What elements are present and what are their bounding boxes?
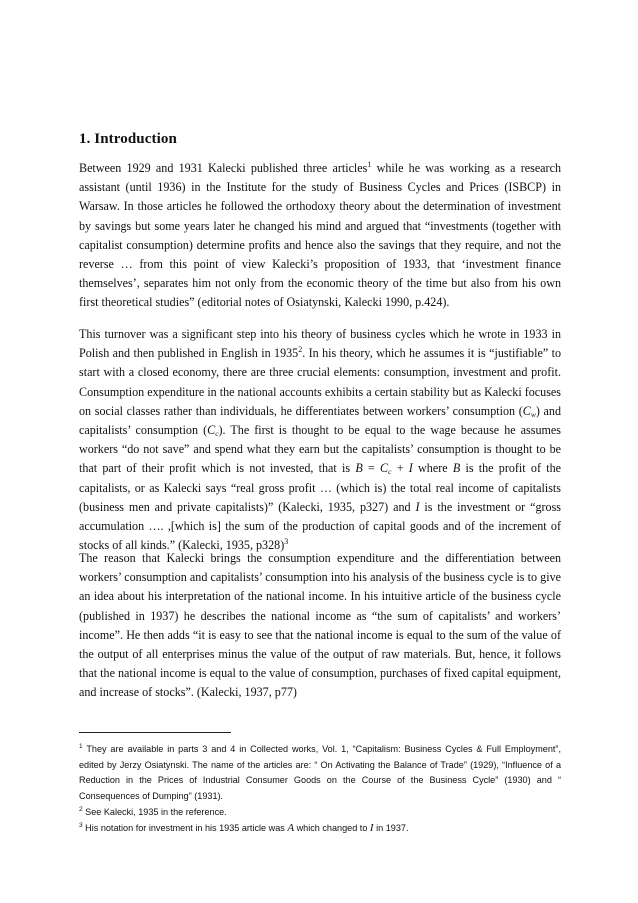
p2-text-f: is the profit of the capitalists, or as Kalecki says “real gross profit … (which is) the total real income of capitalists (business men and private capitalists)” (Kalecki, 1935, p327) and: [79, 461, 561, 514]
paragraph-3: The reason that Kalecki brings the consumption expenditure and the differentiation between workers’ consumption and capitalists’ consumption into his analysis of the business cycle is to give an idea about his interpretation of the national income. In his intuitive article of the business cycle (published in 1937) he describes the national income as “the sum of capitalists’ and workers’ income”. He then adds “it is easy to see that the national income is equal to the sum of the value of the output of all enterprises minus the value of the output of raw materials. But, hence, it follows that the national income is equal to the value of consumption, purchases of fixed capital equipment, and increase of stocks”. (Kalecki, 1937, p77): [79, 551, 561, 700]
footnote-3-text-c: in 1937.: [373, 822, 409, 833]
eq-equals: =: [362, 461, 381, 476]
cc-main: C: [207, 423, 216, 438]
footnote-3-text-a: His notation for investment in his 1935 article was: [82, 822, 288, 833]
capitalists-consumption-symbol: [207, 423, 218, 437]
footnote-separator: [79, 732, 231, 733]
section-heading: 1. Introduction: [79, 131, 177, 147]
profit-symbol: B: [452, 461, 461, 476]
p1-text-b: while he was working as a research assistant (until 1936) in the Institute for the study of Business Cycles and Prices (ISBCP) in Warsaw. In those articles he followed the orthodoxy theory about the determination of investment by savings but some years later he changed his mind and argued that “investments (together with capitalist consumption) determine profits and hence also the savings that they require, and not the reverse … from this point of view Kalecki’s proposition of 1933, that ‘investment finance themselves’, separates him not only from the economic theory of the time but also from his own first theoretical studies” (editorial notes of Osiatynski, Kalecki 1990, p.424).: [79, 161, 561, 310]
eq-c-subscript: c: [388, 467, 392, 477]
footnote-3-text-b: which changed to: [294, 822, 370, 833]
paragraph-1: [79, 159, 561, 313]
eq-i: I: [408, 461, 413, 476]
footnote-ref-3[interactable]: 3: [284, 537, 289, 547]
cc-subscript: c: [215, 429, 219, 439]
p2-text-g: is the investment or “gross accumulation …. ,[which is] the sum of the production of capital goods and of the increment of stocks of all kinds.” (Kalecki, 1935, p328): [79, 499, 561, 553]
workers-consumption-symbol: [523, 404, 536, 418]
cw-subscript: w: [530, 409, 536, 419]
p2-text-b: . In his theory, which he assumes it is “justifiable” to start with a closed economy, there are three crucial elements: consumption, investment and profit. Consumption expenditure in the national accounts exhibits a certain stability but as Kalecki focuses on social classes rather than individuals, he differentiates between workers’ consumption (: [79, 346, 561, 418]
footnote-3-var-i: I: [369, 821, 374, 834]
footnote-2: [79, 805, 561, 821]
footnote-1-text: They are available in parts 3 and 4 in Collected works, Vol. 1, “Capitalism: Business Cycles & Full Employment”, edited by Jerzy Osiatynski. The name of the articles are: “ On Activating the Balance of Trade” (1929), “Influence of a Reduction in the Prices of Industrial Consumer Goods on the Course of the Business Cycle” (1930) and “ Consequences of Dumping” (1931).: [79, 744, 561, 802]
investment-symbol: I: [415, 499, 420, 514]
footnote-2-text: See Kalecki, 1935 in the reference.: [82, 806, 227, 817]
eq-b: B: [355, 461, 363, 476]
footnote-ref-1[interactable]: 1: [367, 160, 372, 169]
footnote-3-var-a: A: [287, 821, 295, 834]
p2-text-c: ) and capitalists’ consumption (: [79, 403, 562, 438]
footnote-3-number: 3: [79, 821, 83, 829]
footnotes: [79, 742, 561, 836]
footnote-ref-2[interactable]: 2: [298, 345, 303, 355]
cw-main: C: [522, 403, 531, 418]
profit-equation: [355, 461, 412, 475]
footnote-1: [79, 742, 561, 805]
p2-text-a: This turnover was a significant step into his theory of business cycles which he wrote in 1933 in Polish and then published in English in 1935: [79, 327, 561, 361]
footnote-2-number: 2: [79, 805, 83, 813]
paragraph-2: [79, 325, 561, 555]
p2-text-d: ). The first is thought to be equal to the wage because he assumes workers “do not save” and spend what they earn but the capitalists’ consumption is thought to be that part of their profit which is not invested, that is: [79, 423, 561, 476]
p1-text-a: Between 1929 and 1931 Kalecki published three articles: [79, 161, 368, 175]
eq-plus: +: [391, 461, 409, 476]
eq-c: C: [380, 461, 389, 476]
footnote-1-number: 1: [79, 743, 83, 750]
footnote-3: [79, 821, 561, 837]
p2-text-e: where: [412, 461, 453, 476]
